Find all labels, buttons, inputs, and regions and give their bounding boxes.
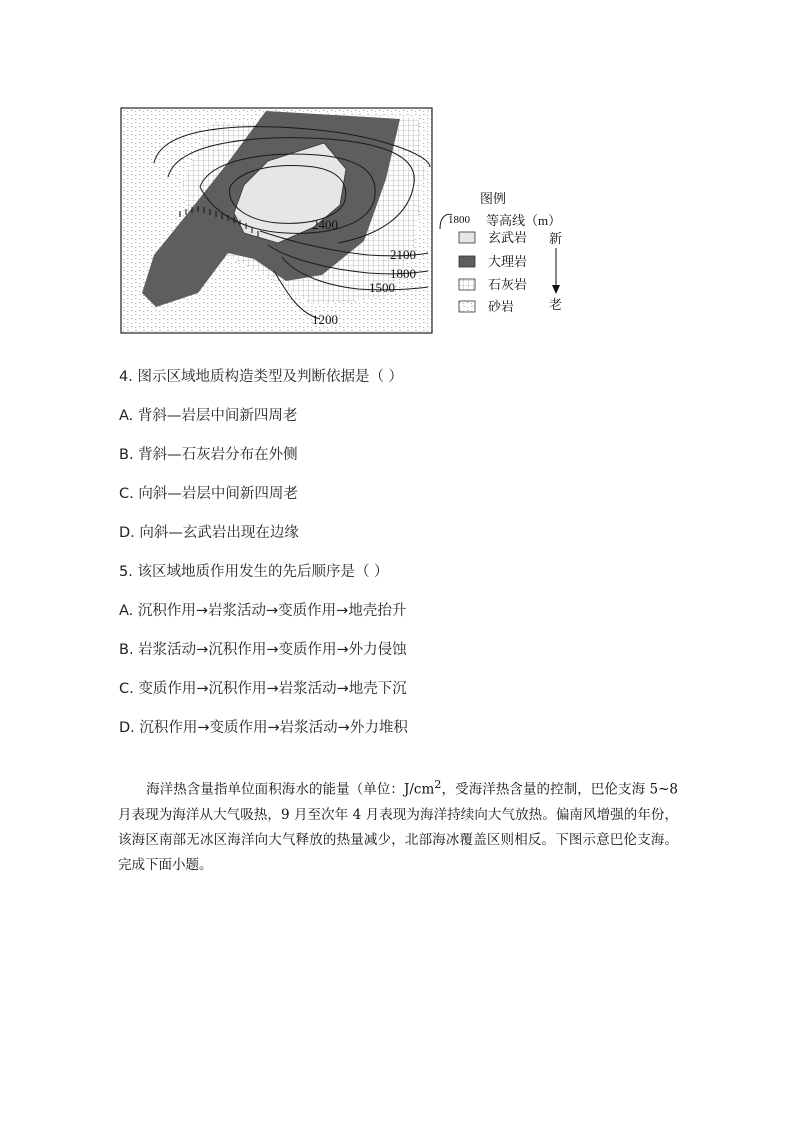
contour-label-2400: 2400	[312, 217, 338, 232]
question-5-option-d: D. 沉积作用→变质作用→岩浆活动→外力堆积	[119, 720, 408, 736]
legend-label-basalt: 玄武岩	[488, 230, 528, 245]
contour-label-1200: 1200	[312, 312, 338, 327]
question-4-option-c: C. 向斜—岩层中间新四周老	[119, 486, 298, 502]
geologic-map-svg	[118, 105, 578, 337]
contour-label-1500: 1500	[369, 280, 395, 295]
legend-swatch-marble	[459, 256, 475, 267]
map-area	[121, 108, 432, 333]
legend-label-limestone: 石灰岩	[488, 277, 528, 292]
question-4-stem: 4. 图示区域地质构造类型及判断依据是（ ）	[119, 369, 404, 385]
legend-title: 图例	[480, 191, 507, 206]
contour-label-2100: 2100	[390, 247, 416, 262]
legend-swatch-basalt	[459, 232, 475, 243]
contour-label-1800: 1800	[390, 266, 416, 281]
legend-swatch-limestone	[459, 279, 475, 290]
question-5-option-a: A. 沉积作用→岩浆活动→变质作用→地壳抬升	[119, 603, 407, 619]
age-new-label: 新	[549, 231, 563, 246]
contour-sample-value: 1800	[448, 214, 470, 226]
passage-superscript: 2	[434, 778, 442, 791]
passage-part-2: ，受海洋热含量的控制，巴伦支海 5~8 月表现为海洋从大气吸热，9 月至次年 4 月表现为海洋持续向大气放热。偏南风增强的年份，该海区南部无冰区海洋向大气释放的热量减少，北部海冰覆盖区则相反。下图示意巴伦支海。完成下面小题。	[118, 781, 678, 873]
contour-legend-label: 等高线（m）	[486, 213, 562, 228]
question-5-option-b: B. 岩浆活动→沉积作用→变质作用→外力侵蚀	[119, 642, 407, 658]
legend-label-sandstone: 砂岩	[488, 299, 515, 314]
question-4-option-b: B. 背斜—石灰岩分布在外侧	[119, 447, 298, 463]
age-arrow-head	[552, 285, 560, 294]
question-5-option-c: C. 变质作用→沉积作用→岩浆活动→地壳下沉	[119, 681, 407, 697]
age-old-label: 老	[549, 297, 563, 312]
reading-passage	[118, 772, 678, 878]
legend	[440, 191, 562, 314]
legend-label-marble: 大理岩	[488, 254, 528, 269]
question-list	[119, 365, 699, 755]
question-4-option-a: A. 背斜—岩层中间新四周老	[119, 408, 298, 424]
question-4-option-d: D. 向斜—玄武岩出现在边缘	[119, 525, 299, 541]
legend-swatch-sandstone	[459, 301, 475, 312]
question-5-stem: 5. 该区域地质作用发生的先后顺序是（ ）	[119, 564, 389, 580]
geologic-map-figure	[118, 105, 578, 337]
passage-part-1: 海洋热含量指单位面积海水的能量（单位：J/cm	[146, 781, 435, 798]
